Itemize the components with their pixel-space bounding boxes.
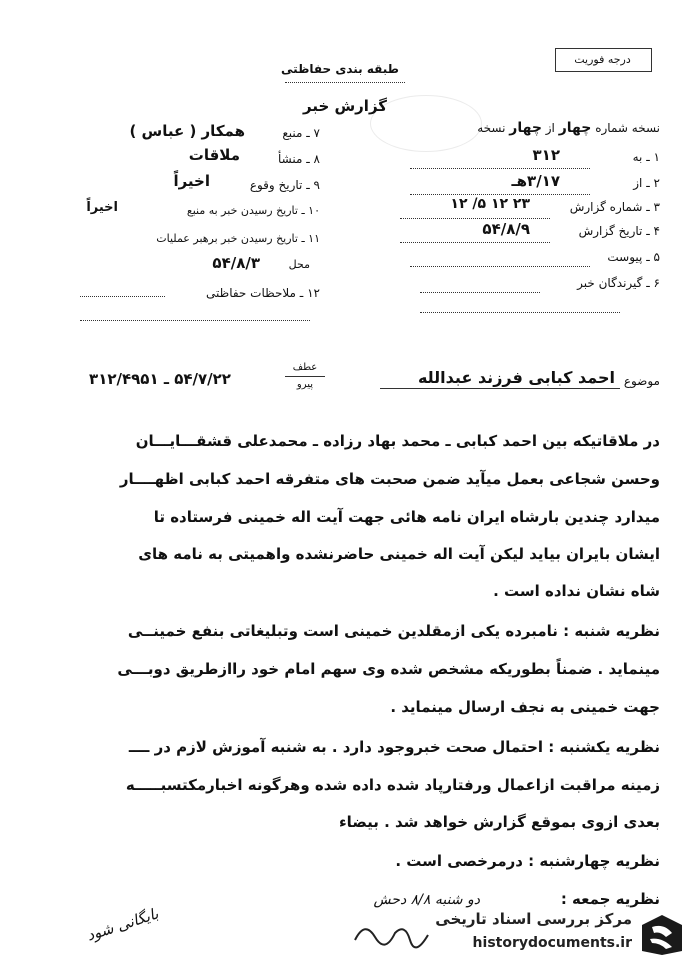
- left-field-label: ۹ ـ تاریخ وقوع: [249, 178, 320, 192]
- body-line: بعدی ازوی بموقع گزارش خواهد شد . بیضاء: [339, 813, 660, 831]
- body-line: نظریه شنبه : نامبرده یکی ازمقلدین خمینی است وتبلیغاتی بنفع خمینــی: [127, 622, 660, 640]
- body-line: نظریه یکشنبه : احتمال صحت خبروجود دارد . به شنبه آموزش لازم در ــــ: [128, 738, 660, 756]
- watermark-url: historydocuments.ir: [472, 935, 632, 951]
- right-row-line: [420, 312, 620, 313]
- copy-number-row: [380, 120, 660, 136]
- copy-number-value: چهار: [558, 120, 592, 136]
- left-field-value: همکار ( عباس ): [129, 122, 245, 140]
- body-line: ایشان بایران بیاید لیکن آیت اله خمینی حاضرنشده واهمیتی به نامه های: [138, 545, 660, 563]
- right-row-label: ۶ ـ گیرندگان خبر: [577, 276, 660, 290]
- left-field-value: اخیراً: [86, 200, 118, 215]
- watermark-org-name: مرکز بررسی اسناد تاریخی: [435, 910, 632, 928]
- right-row-label: ۳ ـ شماره گزارش: [569, 200, 660, 214]
- left-field-label: ۷ ـ منبع: [282, 126, 320, 140]
- watermark-panel: [420, 905, 690, 965]
- body-line: وحسن شجاعی بعمل میآید ضمن صحبت های متفرقه احمد کبابی اظهــــار: [119, 470, 660, 488]
- body-line: زمینه مراقبت ازاعمال ورفتارپاد شده داده شده وهرگونه اخبارمکتسبـــــه: [125, 776, 660, 794]
- left-line: [80, 320, 310, 321]
- right-row-label: ۵ ـ پیوست: [607, 250, 660, 264]
- right-row-line: [400, 218, 550, 219]
- right-row-value: ۵۴/۸/۹: [482, 220, 530, 238]
- right-row-value: ۳/۱۷هـ: [511, 172, 560, 190]
- body-line: میدارد چندین بارشاه ایران نامه هائی جهت آیت اله خمینی فرستاده تا: [153, 508, 660, 526]
- left-field-label: ۸ ـ منشأ: [277, 152, 320, 166]
- right-row-line: [420, 292, 540, 293]
- ref-value: ۵۴/۷/۲۲ ـ ۳۱۲/۴۹۵۱: [89, 370, 231, 388]
- classification-label: طبقه بندی حفاظتی: [281, 62, 399, 76]
- ref-label-top: عطف: [292, 362, 318, 373]
- body-line: مینماید . ضمناً بطوریکه مشخص شده وی سهم امام خود راازطریق دوبـــی: [117, 660, 660, 678]
- subject-label: موضوع: [623, 374, 660, 388]
- copy-suffix: نسخه: [477, 121, 506, 135]
- left-field-label: ۱۰ ـ تاریخ رسیدن خبر به منبع: [186, 204, 320, 217]
- form-title: گزارش خبر: [302, 97, 388, 115]
- handwritten-signature: دو شنبه ۸/۸ دحش: [373, 892, 480, 908]
- urgency-label: درجه فوریت: [574, 53, 631, 66]
- body-line: نظریه جمعه :: [560, 890, 660, 908]
- right-row-label: ۲ ـ از: [633, 176, 660, 190]
- subject-line: [380, 388, 620, 389]
- body-line: نظریه چهارشنبه : درمرخصی است .: [395, 852, 660, 870]
- right-row-label: ۴ ـ تاریخ گزارش: [578, 224, 660, 238]
- classification-line: [285, 82, 405, 83]
- right-row-line: [400, 242, 550, 243]
- body-line: شاه نشان نداده است .: [493, 582, 660, 600]
- archive-logo-icon: [638, 911, 686, 959]
- body-line: جهت خمینی به نجف ارسال مینماید .: [390, 698, 660, 716]
- left-field-label: ۱۱ ـ تاریخ رسیدن خبر برهبر عملیات: [156, 232, 320, 245]
- right-row-line: [410, 194, 590, 195]
- ref-label-bottom: پیرو: [296, 379, 314, 390]
- left-field-value: اخیراً: [173, 172, 210, 190]
- left-field-value: ملاقات: [188, 146, 240, 164]
- right-row-value: ۲۳ ۱۲ ۵/ ۱۲: [450, 196, 530, 212]
- left-line: [80, 296, 165, 297]
- right-row-value: ۳۱۲: [532, 146, 560, 164]
- handwritten-margin-note: بایگانی شود: [84, 904, 161, 945]
- left-field-value: ۵۴/۸/۳: [212, 254, 260, 272]
- copy-number-label: نسخه شماره: [595, 121, 660, 135]
- ref-divider: [285, 376, 325, 377]
- signature-scribble: [350, 915, 430, 950]
- right-row-line: [410, 266, 590, 267]
- subject-value: احمد کبابی فرزند عبدالله: [417, 368, 615, 387]
- copy-total-value: چهار: [509, 120, 542, 136]
- copy-of-label: از: [545, 121, 555, 135]
- right-row-label: ۱ ـ به: [632, 150, 660, 164]
- body-line: در ملاقاتیکه بین احمد کبابی ـ محمد بهاد رزاده ـ محمدعلی قشقـــایـــان: [135, 432, 660, 450]
- left-field-label: محل: [288, 258, 310, 271]
- left-field-label: ۱۲ ـ ملاحظات حفاظتی: [206, 286, 320, 300]
- right-row-line: [410, 168, 590, 169]
